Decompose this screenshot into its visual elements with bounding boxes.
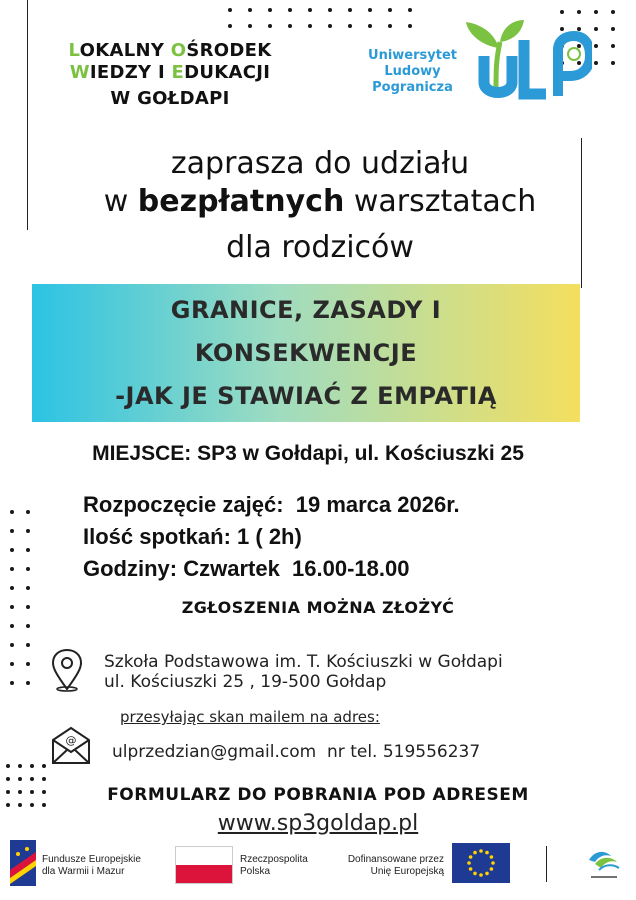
dot: [26, 681, 30, 685]
svg-text:@: @: [65, 734, 77, 747]
dot: [348, 8, 352, 12]
fe-logo-icon: [10, 840, 36, 886]
meetings-count: Ilość spotkań: 1 ( 2h): [83, 524, 302, 549]
form-heading: FORMULARZ DO POBRANIA POD ADRESEM: [107, 785, 529, 805]
hours: Godziny: Czwartek 16.00-18.00: [83, 556, 410, 581]
dot: [10, 510, 14, 514]
title-line-3: -JAK JE STAWIAĆ Z EMPATIĄ: [115, 382, 497, 410]
dot: [388, 8, 392, 12]
dot: [328, 8, 332, 12]
fe-label: Fundusze Europejskie dla Warmii i Mazur: [42, 854, 141, 877]
dot: [288, 24, 292, 28]
dot: [368, 8, 372, 12]
dot: [288, 8, 292, 12]
dot: [268, 8, 272, 12]
dot: [560, 10, 564, 14]
place: MIEJSCE: SP3 w Gołdapi, ul. Kościuszki 25: [92, 442, 524, 465]
dot: [30, 777, 34, 781]
organizer-name: LOKALNY OŚRODEK WIEDZY I EDUKACJI W GOŁDAPI: [68, 40, 272, 109]
polish-flag-icon: [175, 846, 233, 884]
rp-label: Rzeczpospolita Polska: [240, 854, 308, 877]
dot: [228, 24, 232, 28]
dot: [388, 24, 392, 28]
dot: [228, 8, 232, 12]
dot: [611, 44, 615, 48]
dot-pattern-top: [228, 8, 412, 28]
dot: [26, 510, 30, 514]
registration-heading: ZGŁOSZENIA MOŻNA ZŁOŻYĆ: [181, 598, 455, 617]
dot: [328, 24, 332, 28]
dot: [10, 529, 14, 533]
intro-line-3: dla rodziców: [226, 230, 414, 265]
mail-icon: [50, 724, 92, 766]
intro-line-2: w bezpłatnych warsztatach: [103, 184, 537, 219]
location-pin-icon: [50, 648, 84, 692]
ulp-logo-icon: [462, 20, 592, 102]
warmia-mazury-logo-icon: [585, 846, 623, 882]
dot: [408, 24, 412, 28]
start-date: Rozpoczęcie zajęć: 19 marca 2026r.: [83, 492, 460, 517]
dot: [368, 24, 372, 28]
dot: [611, 61, 615, 65]
dot: [594, 44, 598, 48]
dot: [611, 27, 615, 31]
dot: [42, 764, 46, 768]
dot: [594, 10, 598, 14]
dot: [611, 10, 615, 14]
dot: [26, 586, 30, 590]
workshop-title-banner: [32, 284, 580, 422]
form-url-link[interactable]: www.sp3goldap.pl: [217, 811, 419, 836]
dot: [6, 777, 10, 781]
dot: [26, 548, 30, 552]
eu-label: Dofinansowane przez Unię Europejską: [347, 854, 444, 877]
mail-note: przesyłając skan mailem na adres:: [120, 708, 380, 726]
dot: [248, 8, 252, 12]
dot: [26, 643, 30, 647]
title-line-1: GRANICE, ZASADY I: [170, 296, 442, 324]
intro-line-1: zaprasza do udziału: [170, 146, 470, 181]
dot: [18, 777, 22, 781]
address-line-2: ul. Kościuszki 25 , 19-500 Gołdap: [104, 672, 387, 692]
footer-divider: [546, 846, 547, 882]
dot: [26, 567, 30, 571]
dot: [308, 24, 312, 28]
dot: [30, 764, 34, 768]
address-line-1: Szkoła Podstawowa im. T. Kościuszki w Gołdapi: [104, 652, 503, 672]
title-line-2: KONSEKWENCJE: [194, 339, 418, 367]
dot: [6, 764, 10, 768]
dot: [308, 8, 312, 12]
dot: [18, 764, 22, 768]
dot: [268, 24, 272, 28]
dot: [26, 529, 30, 533]
dot: [594, 27, 598, 31]
eu-flag-icon: [452, 843, 510, 883]
contact-email-phone: ulprzedzian@gmail.com nr tel. 519556237: [112, 742, 481, 762]
dot: [348, 24, 352, 28]
partner-name: Uniwersytet Ludowy Pogranicza: [368, 48, 457, 95]
dot: [10, 548, 14, 552]
dot: [10, 624, 14, 628]
dot: [42, 777, 46, 781]
dot: [10, 681, 14, 685]
dot: [408, 8, 412, 12]
dot: [26, 624, 30, 628]
dot: [10, 643, 14, 647]
dot: [594, 61, 598, 65]
dot: [10, 567, 14, 571]
dot: [26, 662, 30, 666]
dot: [577, 10, 581, 14]
dot: [10, 662, 14, 666]
dot: [248, 24, 252, 28]
dot: [10, 586, 14, 590]
